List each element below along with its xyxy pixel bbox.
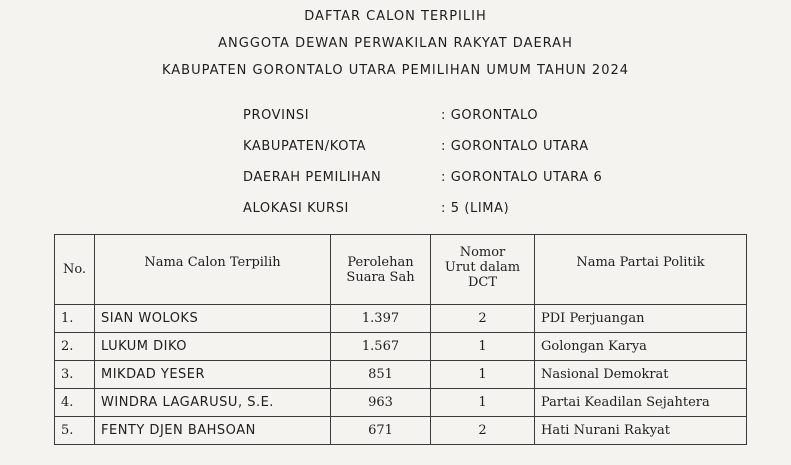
cell-name: LUKUM DIKO xyxy=(95,333,331,361)
info-label: KABUPATEN/KOTA xyxy=(243,139,367,154)
cell-party: Golongan Karya xyxy=(535,333,747,361)
cell-votes: 671 xyxy=(331,417,431,445)
document-region-title: KABUPATEN GORONTALO UTARA PEMILIHAN UMUM TAHUN 2024 xyxy=(161,63,630,78)
cell-dct: 2 xyxy=(431,417,535,445)
elected-candidates-table xyxy=(54,234,747,445)
election-info xyxy=(243,108,703,232)
header-dct-line1: Nomor xyxy=(459,245,506,260)
info-label: ALOKASI KURSI xyxy=(243,201,349,216)
header-no: No. xyxy=(55,235,95,305)
info-value: : 5 (LIMA) xyxy=(441,201,510,216)
cell-dct: 1 xyxy=(431,361,535,389)
cell-party: PDI Perjuangan xyxy=(535,305,747,333)
header-votes-line1: Perolehan xyxy=(347,255,414,270)
table-row xyxy=(55,361,747,389)
cell-party: Hati Nurani Rakyat xyxy=(535,417,747,445)
info-value: : GORONTALO xyxy=(441,108,539,123)
info-row-kabupaten xyxy=(243,139,703,170)
cell-no: 3. xyxy=(55,361,95,389)
cell-no: 4. xyxy=(55,389,95,417)
header-dct-line3: DCT xyxy=(467,275,498,290)
cell-votes: 851 xyxy=(331,361,431,389)
document-title: DAFTAR CALON TERPILIH xyxy=(304,9,487,24)
info-row-kursi xyxy=(243,201,703,232)
cell-dct: 1 xyxy=(431,333,535,361)
cell-party: Partai Keadilan Sejahtera xyxy=(535,389,747,417)
table-row xyxy=(55,417,747,445)
header-name: Nama Calon Terpilih xyxy=(95,235,331,305)
header-party: Nama Partai Politik xyxy=(535,235,747,305)
cell-name: WINDRA LAGARUSU, S.E. xyxy=(95,389,331,417)
cell-votes: 1.397 xyxy=(331,305,431,333)
cell-no: 2. xyxy=(55,333,95,361)
header-dct xyxy=(431,235,535,305)
info-value: : GORONTALO UTARA xyxy=(441,139,589,154)
cell-dct: 2 xyxy=(431,305,535,333)
cell-dct: 1 xyxy=(431,389,535,417)
info-label: DAERAH PEMILIHAN xyxy=(243,170,382,185)
cell-no: 5. xyxy=(55,417,95,445)
cell-name: SIAN WOLOKS xyxy=(95,305,331,333)
cell-no: 1. xyxy=(55,305,95,333)
table-row xyxy=(55,305,747,333)
info-label: PROVINSI xyxy=(243,108,310,123)
table-header-row xyxy=(55,235,747,305)
info-row-dapil xyxy=(243,170,703,201)
cell-name: MIKDAD YESER xyxy=(95,361,331,389)
info-value: : GORONTALO UTARA 6 xyxy=(441,170,603,185)
cell-party: Nasional Demokrat xyxy=(535,361,747,389)
table-row xyxy=(55,389,747,417)
document-subtitle: ANGGOTA DEWAN PERWAKILAN RAKYAT DAERAH xyxy=(218,36,573,51)
table-row xyxy=(55,333,747,361)
cell-votes: 1.567 xyxy=(331,333,431,361)
cell-name: FENTY DJEN BAHSOAN xyxy=(95,417,331,445)
header-dct-line2: Urut dalam xyxy=(444,260,521,275)
info-row-provinsi xyxy=(243,108,703,139)
header-votes-line2: Suara Sah xyxy=(346,270,415,285)
cell-votes: 963 xyxy=(331,389,431,417)
header-votes xyxy=(331,235,431,305)
